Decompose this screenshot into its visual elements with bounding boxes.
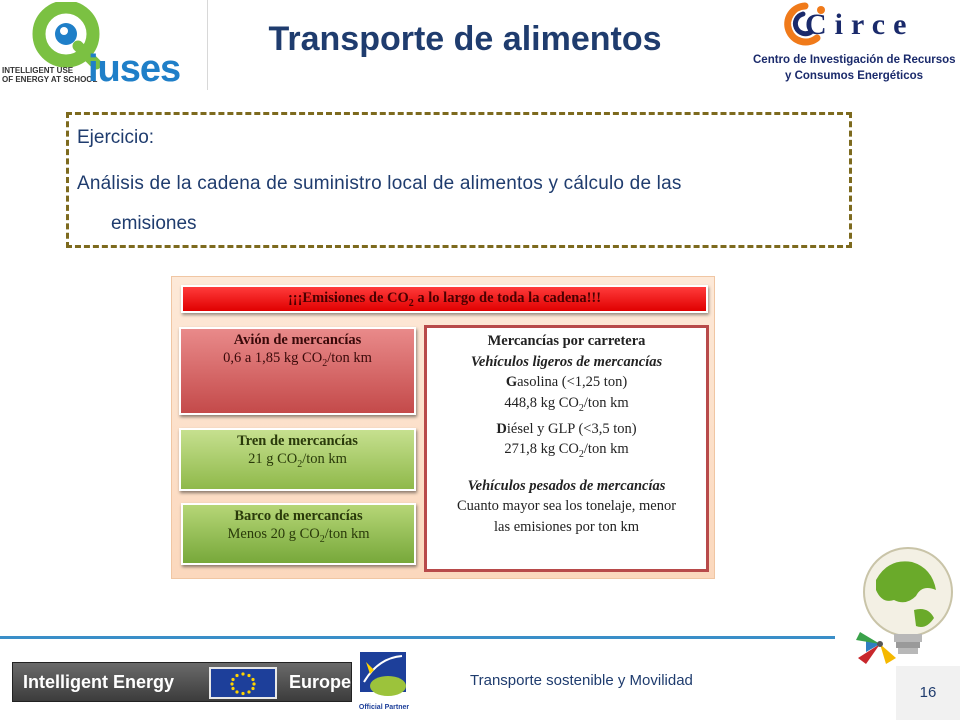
road-freight-title: Mercancías por carretera	[487, 333, 646, 349]
air-value-sub: 2	[322, 357, 328, 369]
air-value-prefix: 0,6 a 1,85 kg CO	[223, 350, 323, 366]
circe-subtitle-1: Centro de Investigación de Recursos	[753, 54, 956, 66]
intelligent-energy-europe-banner	[12, 662, 352, 702]
diesel-value-suffix: /ton km	[583, 441, 629, 458]
heavy-vehicles-heading: Vehículos pesados de mercancías	[467, 477, 666, 494]
ie-banner-left-text: Intelligent Energy	[23, 672, 175, 692]
diesel-value-sub: 2	[578, 449, 584, 461]
petrol-initial: G	[505, 374, 518, 390]
circe-logo	[745, 0, 960, 96]
iuses-tagline-2: OF ENERGY AT SCHOOL	[2, 75, 98, 84]
footer-divider	[0, 636, 835, 639]
petrol-row	[427, 372, 706, 393]
exercise-label: Ejercicio:	[77, 127, 155, 148]
air-freight-box	[179, 327, 416, 415]
partner-label: Official Partner	[358, 704, 410, 711]
exercise-text-line2: emisiones	[111, 213, 197, 234]
lightbulb-globe-icon	[836, 540, 960, 680]
ship-value-suffix: /ton km	[324, 526, 370, 542]
iuses-logo	[0, 0, 208, 90]
diesel-label: iésel y GLP (<3,5 ton)	[506, 420, 637, 437]
air-value-suffix: /ton km	[327, 350, 372, 366]
rail-value-sub: 2	[297, 458, 303, 470]
heavy-vehicles-line1: Cuanto mayor sea los tonelaje, menor	[456, 498, 677, 515]
light-vehicles-heading: Vehículos ligeros de mercancías	[470, 353, 663, 370]
banner-sub: 2	[408, 297, 414, 309]
ie-banner-right-text: Europe	[289, 672, 352, 692]
circe-wordmark: Circe	[805, 8, 915, 41]
exercise-box	[66, 112, 852, 248]
road-freight-box	[424, 325, 709, 572]
green-bulb-illustration	[836, 540, 960, 680]
ship-value-sub: 2	[319, 533, 325, 545]
eu-flag-icon	[209, 667, 277, 699]
air-freight-value	[181, 349, 414, 373]
diesel-initial: D	[496, 420, 507, 437]
petrol-value-suffix: /ton km	[583, 394, 629, 411]
ship-value-prefix: Menos 20 g CO	[227, 526, 320, 542]
partner-emblem-icon	[358, 648, 410, 702]
exercise-text-line1: Análisis de la cadena de suministro local de alimentos y cálculo de las	[77, 173, 682, 194]
diesel-value-prefix: 271,8 kg CO	[504, 441, 579, 458]
rail-value-suffix: /ton km	[302, 451, 347, 467]
petrol-value-prefix: 448,8 kg CO	[504, 394, 579, 411]
banner-suffix: a lo largo de toda la cadena!!!	[413, 290, 602, 306]
iuses-wordmark: iuses	[88, 48, 181, 90]
diesel-value	[427, 439, 706, 465]
heavy-vehicles-line2: las emisiones por ton km	[494, 518, 639, 535]
ship-freight-box	[181, 503, 416, 565]
rail-freight-title: Tren de mercancías	[237, 433, 358, 449]
circe-subtitle-2: y Consumos Energéticos	[785, 70, 924, 82]
ship-freight-title: Barco de mercancías	[234, 508, 363, 524]
rail-value-prefix: 21 g CO	[248, 451, 298, 467]
eu-stars-icon	[211, 669, 275, 697]
rail-freight-value	[181, 450, 414, 474]
ship-freight-value	[183, 525, 414, 549]
petrol-value	[427, 393, 706, 419]
air-freight-title: Avión de mercancías	[233, 332, 362, 348]
diesel-row	[427, 419, 706, 440]
emissions-banner	[181, 285, 708, 313]
page-title: Transporte de alimentos	[268, 20, 662, 58]
footer-subject: Transporte sostenible y Movilidad	[470, 672, 693, 689]
rail-freight-box	[179, 428, 416, 491]
page-number: 16	[896, 666, 960, 720]
petrol-label: asolina (<1,25 ton)	[517, 374, 628, 390]
petrol-value-sub: 2	[578, 402, 584, 414]
official-partner-logo	[358, 648, 410, 718]
iuses-tagline-1: INTELLIGENT USE	[2, 66, 74, 75]
emissions-diagram	[171, 276, 715, 579]
banner-prefix: ¡¡¡Emisiones de CO	[287, 290, 409, 306]
